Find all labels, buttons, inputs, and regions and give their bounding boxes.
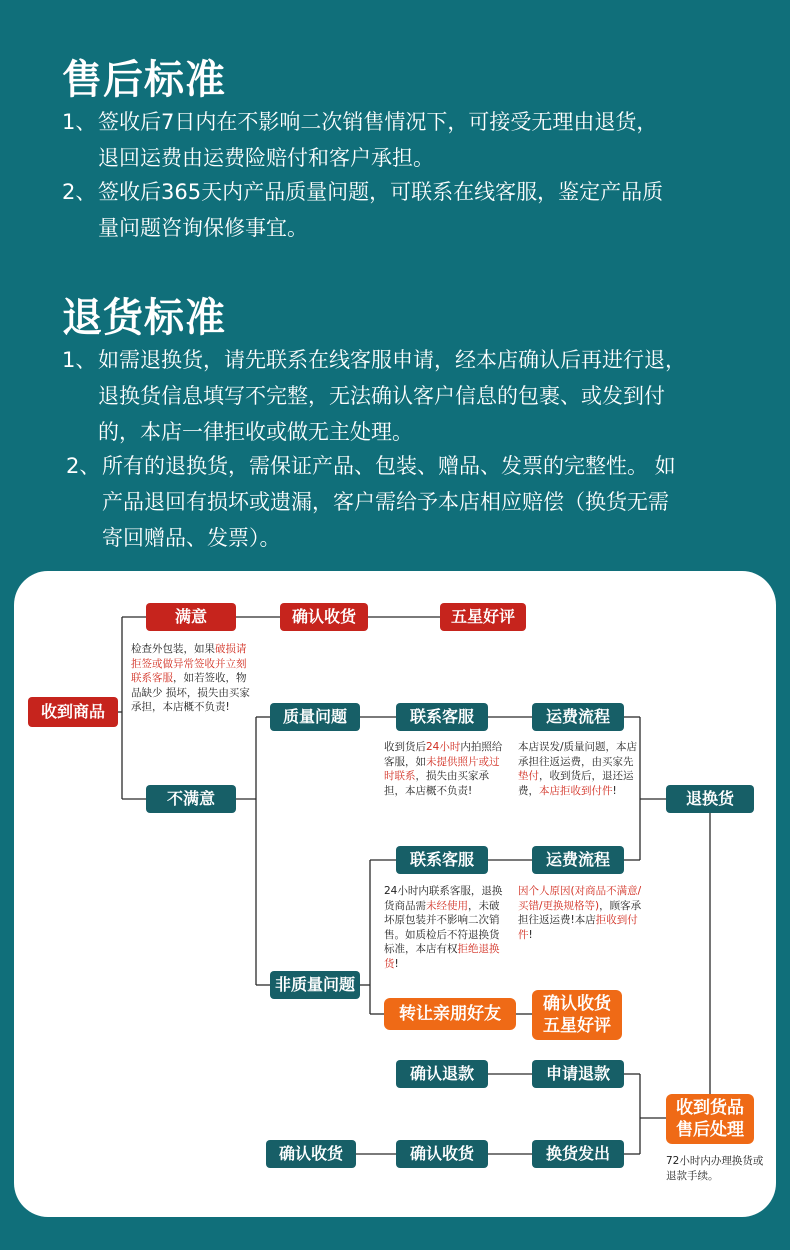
confirm-receipt-bottom-box-1: 确认收货 xyxy=(266,1140,356,1168)
return-standard-item-1: 1、如需退换货，请先联系在线客服申请，经本店确认后再进行退， 退换货信息填写不完整，无法确认客户信息的包裹、或发到付 的，本店一律拒收或做无主处理。 xyxy=(62,348,686,444)
five-star-review-top-box: 五星好评 xyxy=(440,603,526,631)
note-shipping-flow-1: 本店误发/质量问题，本店承担往返运费，由买家先垫付，收到货后，退还运费，本店拒收到付件! xyxy=(518,741,638,797)
apply-refund-box: 申请退款 xyxy=(532,1060,624,1088)
return-standard-title: 退货标准 xyxy=(62,295,226,341)
contact-cs-box-2: 联系客服 xyxy=(396,846,488,874)
note-72-hours: 72小时内办理换货或退款手续。 xyxy=(666,1155,764,1182)
confirm-five-star-box: 确认收货 五星好评 xyxy=(532,990,622,1040)
satisfied-box: 满意 xyxy=(146,603,236,631)
after-sales-title: 售后标准 xyxy=(62,57,226,103)
after-sales-item-1: 1、签收后7日内在不影响二次销售情况下，可接受无理由退货， 退回运费由运费险赔付和客户承担。 xyxy=(62,110,658,170)
received-goods-box: 收到商品 xyxy=(28,697,118,727)
after-sales-processing-box: 收到货品 售后处理 xyxy=(666,1094,754,1144)
return-standard-item-2: 2、所有的退换货，需保证产品、包装、赠品、发票的完整性。 如 产品退回有损坏或遗漏，客户需给予本店相应赔偿（换货无需 寄回赠品、发票）。 xyxy=(66,454,676,550)
note-contact-cs-2: 24小时内联系客服，退换货商品需未经使用，未破坏原包装并不影响二次销售。如质检后不符退换货标准，本店有权拒绝退换货! xyxy=(384,885,503,970)
note-shipping-flow-2: 因个人原因(对商品不满意/买错/更换规格等)，顾客承担往返运费!本店拒收到付件! xyxy=(518,885,642,941)
note-package-check: 检查外包装，如果破损请拒签或做异常签收并立刻联系客服，如若签收，物品缺少 损坏，损失由买家承担，本店概不负责! xyxy=(131,643,250,714)
note-contact-cs-1: 收到货后24小时内拍照给客服，如未提供照片或过时联系，损失由买家承担，本店概不负责! xyxy=(384,741,503,797)
shipping-flow-box-1: 运费流程 xyxy=(532,703,624,731)
exchange-shipped-box: 换货发出 xyxy=(532,1140,624,1168)
non-quality-issue-box: 非质量问题 xyxy=(270,971,360,999)
transfer-friend-box: 转让亲朋好友 xyxy=(384,998,516,1030)
contact-cs-box-1: 联系客服 xyxy=(396,703,488,731)
confirm-receipt-bottom-box-2: 确认收货 xyxy=(396,1140,488,1168)
quality-issue-box: 质量问题 xyxy=(270,703,360,731)
return-exchange-box: 退换货 xyxy=(666,785,754,813)
unsatisfied-box: 不满意 xyxy=(146,785,236,813)
confirm-receipt-top-box: 确认收货 xyxy=(280,603,368,631)
after-sales-item-2: 2、签收后365天内产品质量问题，可联系在线客服，鉴定产品质 量问题咨询保修事宜。 xyxy=(62,180,664,240)
confirm-refund-box: 确认退款 xyxy=(396,1060,488,1088)
shipping-flow-box-2: 运费流程 xyxy=(532,846,624,874)
